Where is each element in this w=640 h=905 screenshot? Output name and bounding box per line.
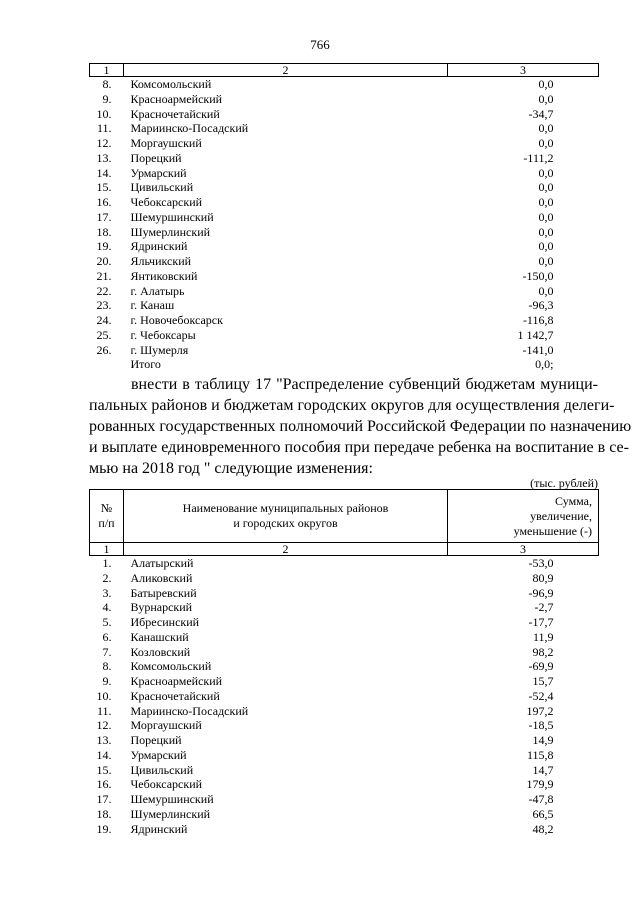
paragraph-line: мью на 2018 год " следующие изменения: bbox=[89, 460, 373, 477]
row-number: 11. bbox=[96, 121, 112, 136]
paragraph-line: внести в таблицу 17 "Распределение субвенций бюджетам муници- bbox=[131, 376, 598, 393]
column-number-3: 3 bbox=[448, 64, 599, 77]
subsidy-table-continued bbox=[89, 63, 598, 372]
table-row bbox=[90, 777, 599, 792]
row-value: -18,5 bbox=[528, 718, 554, 733]
row-number: 12. bbox=[96, 718, 112, 733]
table-row bbox=[90, 645, 599, 660]
table-row bbox=[90, 313, 599, 328]
table-row bbox=[90, 239, 599, 254]
row-value: 0,0 bbox=[538, 195, 554, 209]
row-value: 14,7 bbox=[532, 762, 554, 777]
row-value: 0,0 bbox=[538, 283, 554, 298]
paragraph-line: и выплате единовременного пособия при передаче ребенка на воспитание в се- bbox=[89, 439, 629, 456]
row-number: 4. bbox=[102, 600, 112, 615]
row-value: 0,0 bbox=[538, 165, 554, 180]
paragraph-line: рованных государственных полномочий Российской Федерации по назначению bbox=[89, 418, 632, 435]
row-number: 16. bbox=[96, 195, 112, 209]
row-name: Мариинско-Посадский bbox=[130, 121, 249, 136]
row-name: Цивильский bbox=[130, 180, 194, 195]
row-name: Ибресинский bbox=[130, 615, 200, 629]
row-number: 19. bbox=[96, 239, 112, 254]
row-number: 14. bbox=[96, 747, 112, 762]
row-number: 15. bbox=[96, 180, 112, 195]
header-amount-line1: Сумма, bbox=[555, 493, 592, 508]
header-name bbox=[124, 490, 448, 543]
header-amount-line2: увеличение, bbox=[530, 508, 592, 523]
row-value: -34,7 bbox=[528, 106, 554, 121]
row-number: 12. bbox=[96, 136, 112, 150]
row-number: 2. bbox=[102, 570, 112, 585]
row-name: Порецкий bbox=[130, 150, 182, 165]
row-name: г. Чебоксары bbox=[130, 327, 196, 342]
units-label: (тыс. рублей) bbox=[530, 476, 598, 490]
row-number: 8. bbox=[102, 659, 112, 674]
row-name: г. Канаш bbox=[130, 298, 175, 313]
row-number: 25. bbox=[96, 327, 112, 342]
row-value: -150,0 bbox=[522, 268, 554, 283]
table-row bbox=[90, 151, 599, 166]
row-name: г. Алатырь bbox=[130, 283, 185, 298]
row-value: 15,7 bbox=[532, 674, 554, 688]
row-number: 9. bbox=[102, 91, 112, 106]
table-row bbox=[90, 298, 599, 313]
row-value: 179,9 bbox=[526, 777, 554, 792]
page-number: 766 bbox=[310, 37, 330, 52]
row-value: 14,9 bbox=[532, 733, 554, 747]
row-number: 21. bbox=[96, 268, 112, 283]
column-number-row bbox=[90, 64, 599, 77]
row-name: Вурнарский bbox=[130, 600, 193, 615]
table-row bbox=[90, 586, 599, 601]
row-name: Цивильский bbox=[130, 762, 194, 777]
row-name: Ядринский bbox=[130, 821, 188, 836]
row-number: 26. bbox=[96, 342, 112, 357]
row-value: 80,9 bbox=[532, 570, 554, 585]
row-value: 0,0 bbox=[538, 91, 554, 106]
row-number: 13. bbox=[96, 733, 112, 747]
row-number: 3. bbox=[102, 585, 112, 600]
header-number bbox=[90, 490, 124, 543]
table-row bbox=[90, 600, 599, 615]
table-row bbox=[90, 792, 599, 807]
row-number: 9. bbox=[102, 674, 112, 688]
row-name: Шумерлинский bbox=[130, 224, 211, 239]
total-spacer bbox=[90, 357, 124, 372]
row-name: Козловский bbox=[130, 644, 191, 659]
table-row bbox=[90, 674, 599, 689]
row-number: 1. bbox=[102, 556, 112, 570]
row-value: -111,2 bbox=[523, 150, 554, 165]
table-row bbox=[90, 822, 599, 837]
table-row bbox=[90, 615, 599, 630]
row-name: г. Шумерля bbox=[130, 342, 189, 357]
row-name: Ядринский bbox=[130, 239, 188, 254]
row-value: 0,0 bbox=[538, 254, 554, 268]
row-name: Мариинско-Посадский bbox=[130, 703, 249, 718]
row-value: 66,5 bbox=[532, 806, 554, 821]
table-row bbox=[90, 328, 599, 343]
table-row bbox=[90, 254, 599, 269]
total-label: Итого bbox=[130, 357, 161, 372]
row-name: Шемуршинский bbox=[130, 209, 214, 224]
row-value: 0,0 bbox=[538, 239, 554, 254]
row-value: -141,0 bbox=[522, 342, 554, 357]
row-name: Комсомольский bbox=[130, 77, 212, 91]
row-name: Красноармейский bbox=[130, 91, 223, 106]
table-row bbox=[90, 343, 599, 358]
row-name: Батыревский bbox=[130, 585, 197, 600]
row-value: 11,9 bbox=[532, 629, 554, 644]
header-name-line1: Наименование муниципальных районов bbox=[182, 501, 389, 515]
row-value: 197,2 bbox=[526, 703, 554, 718]
table-row bbox=[90, 180, 599, 195]
table-row bbox=[90, 630, 599, 645]
table-row bbox=[90, 77, 599, 92]
row-name: Алатырский bbox=[130, 556, 194, 570]
table-row bbox=[90, 269, 599, 284]
row-value: 0,0 bbox=[538, 136, 554, 150]
row-value: 1 142,7 bbox=[517, 327, 554, 342]
row-value: 115,8 bbox=[526, 747, 554, 762]
header-name-line2: и городских округов bbox=[233, 516, 338, 530]
table-row bbox=[90, 166, 599, 181]
row-number: 8. bbox=[102, 77, 112, 91]
table-row bbox=[90, 748, 599, 763]
row-value: 98,2 bbox=[532, 644, 554, 659]
row-value: -53,0 bbox=[528, 556, 554, 570]
row-value: -47,8 bbox=[528, 792, 554, 806]
column-number-2: 2 bbox=[124, 543, 448, 556]
table-row bbox=[90, 210, 599, 225]
row-number: 17. bbox=[96, 792, 112, 806]
table-row bbox=[90, 763, 599, 778]
table-header-row bbox=[90, 490, 599, 543]
row-number: 23. bbox=[96, 298, 112, 313]
column-number-3: 3 bbox=[448, 543, 599, 556]
table-row bbox=[90, 225, 599, 240]
paragraph-line: пальных районов и бюджетам городских округов для осуществления делеги- bbox=[89, 397, 615, 414]
row-number: 20. bbox=[96, 254, 112, 268]
row-number: 7. bbox=[102, 644, 112, 659]
row-name: Шумерлинский bbox=[130, 806, 211, 821]
row-name: Янтиковский bbox=[130, 268, 198, 283]
row-value: 48,2 bbox=[532, 821, 554, 836]
row-value: 0,0 bbox=[538, 224, 554, 239]
row-value: 0,0 bbox=[538, 121, 554, 136]
table-row bbox=[90, 659, 599, 674]
table-row bbox=[90, 121, 599, 136]
instruction-paragraph bbox=[89, 374, 632, 479]
header-amount-line3: уменьшение (-) bbox=[513, 523, 592, 538]
row-value: -116,8 bbox=[522, 313, 554, 327]
row-number: 6. bbox=[102, 629, 112, 644]
table-row bbox=[90, 136, 599, 151]
column-number-1: 1 bbox=[90, 543, 124, 556]
table-17-changes bbox=[89, 489, 598, 836]
row-name: Чебоксарский bbox=[130, 777, 203, 792]
table-row bbox=[90, 284, 599, 299]
table-row bbox=[90, 733, 599, 748]
table-row bbox=[90, 556, 599, 571]
row-value: -96,3 bbox=[528, 298, 554, 313]
row-name: Аликовский bbox=[130, 570, 193, 585]
row-value: -17,7 bbox=[528, 615, 554, 629]
row-number: 14. bbox=[96, 165, 112, 180]
row-number: 10. bbox=[96, 688, 112, 703]
table-row bbox=[90, 571, 599, 586]
row-name: Яльчикский bbox=[130, 254, 192, 268]
row-name: Шемуршинский bbox=[130, 792, 214, 806]
total-row bbox=[90, 357, 599, 372]
row-value: -69,9 bbox=[528, 659, 554, 674]
column-number-1: 1 bbox=[90, 64, 124, 77]
row-number: 16. bbox=[96, 777, 112, 792]
row-value: -52,4 bbox=[528, 688, 554, 703]
row-number: 18. bbox=[96, 806, 112, 821]
row-name: Чебоксарский bbox=[130, 195, 203, 209]
row-name: Красноармейский bbox=[130, 674, 223, 688]
row-number: 10. bbox=[96, 106, 112, 121]
row-number: 19. bbox=[96, 821, 112, 836]
table-row bbox=[90, 807, 599, 822]
row-name: Порецкий bbox=[130, 733, 182, 747]
table-row bbox=[90, 689, 599, 704]
row-number: 24. bbox=[96, 313, 112, 327]
row-name: Моргаушский bbox=[130, 136, 202, 150]
row-number: 22. bbox=[96, 283, 112, 298]
row-number: 15. bbox=[96, 762, 112, 777]
table-row bbox=[90, 704, 599, 719]
row-number: 5. bbox=[102, 615, 112, 629]
table-row bbox=[90, 195, 599, 210]
header-number-line2: п/п bbox=[98, 516, 115, 530]
row-number: 18. bbox=[96, 224, 112, 239]
row-value: 0,0 bbox=[538, 180, 554, 195]
table-row bbox=[90, 718, 599, 733]
total-value: 0,0; bbox=[535, 357, 554, 372]
row-name: Красночетайский bbox=[130, 688, 220, 703]
row-number: 11. bbox=[96, 703, 112, 718]
row-name: Урмарский bbox=[130, 165, 187, 180]
row-name: Урмарский bbox=[130, 747, 187, 762]
row-name: Комсомольский bbox=[130, 659, 212, 674]
row-value: -2,7 bbox=[534, 600, 554, 615]
row-name: Канашский bbox=[130, 629, 189, 644]
row-name: г. Новочебоксарск bbox=[130, 313, 223, 327]
row-name: Моргаушский bbox=[130, 718, 202, 733]
row-name: Красночетайский bbox=[130, 106, 220, 121]
table-row bbox=[90, 107, 599, 122]
column-number-row bbox=[90, 543, 599, 556]
header-amount bbox=[448, 490, 599, 543]
row-number: 17. bbox=[96, 209, 112, 224]
column-number-2: 2 bbox=[124, 64, 448, 77]
table-row bbox=[90, 92, 599, 107]
row-value: -96,9 bbox=[528, 585, 554, 600]
row-value: 0,0 bbox=[538, 77, 554, 91]
row-number: 13. bbox=[96, 150, 112, 165]
row-value: 0,0 bbox=[538, 209, 554, 224]
header-number-line1: № bbox=[100, 501, 113, 515]
